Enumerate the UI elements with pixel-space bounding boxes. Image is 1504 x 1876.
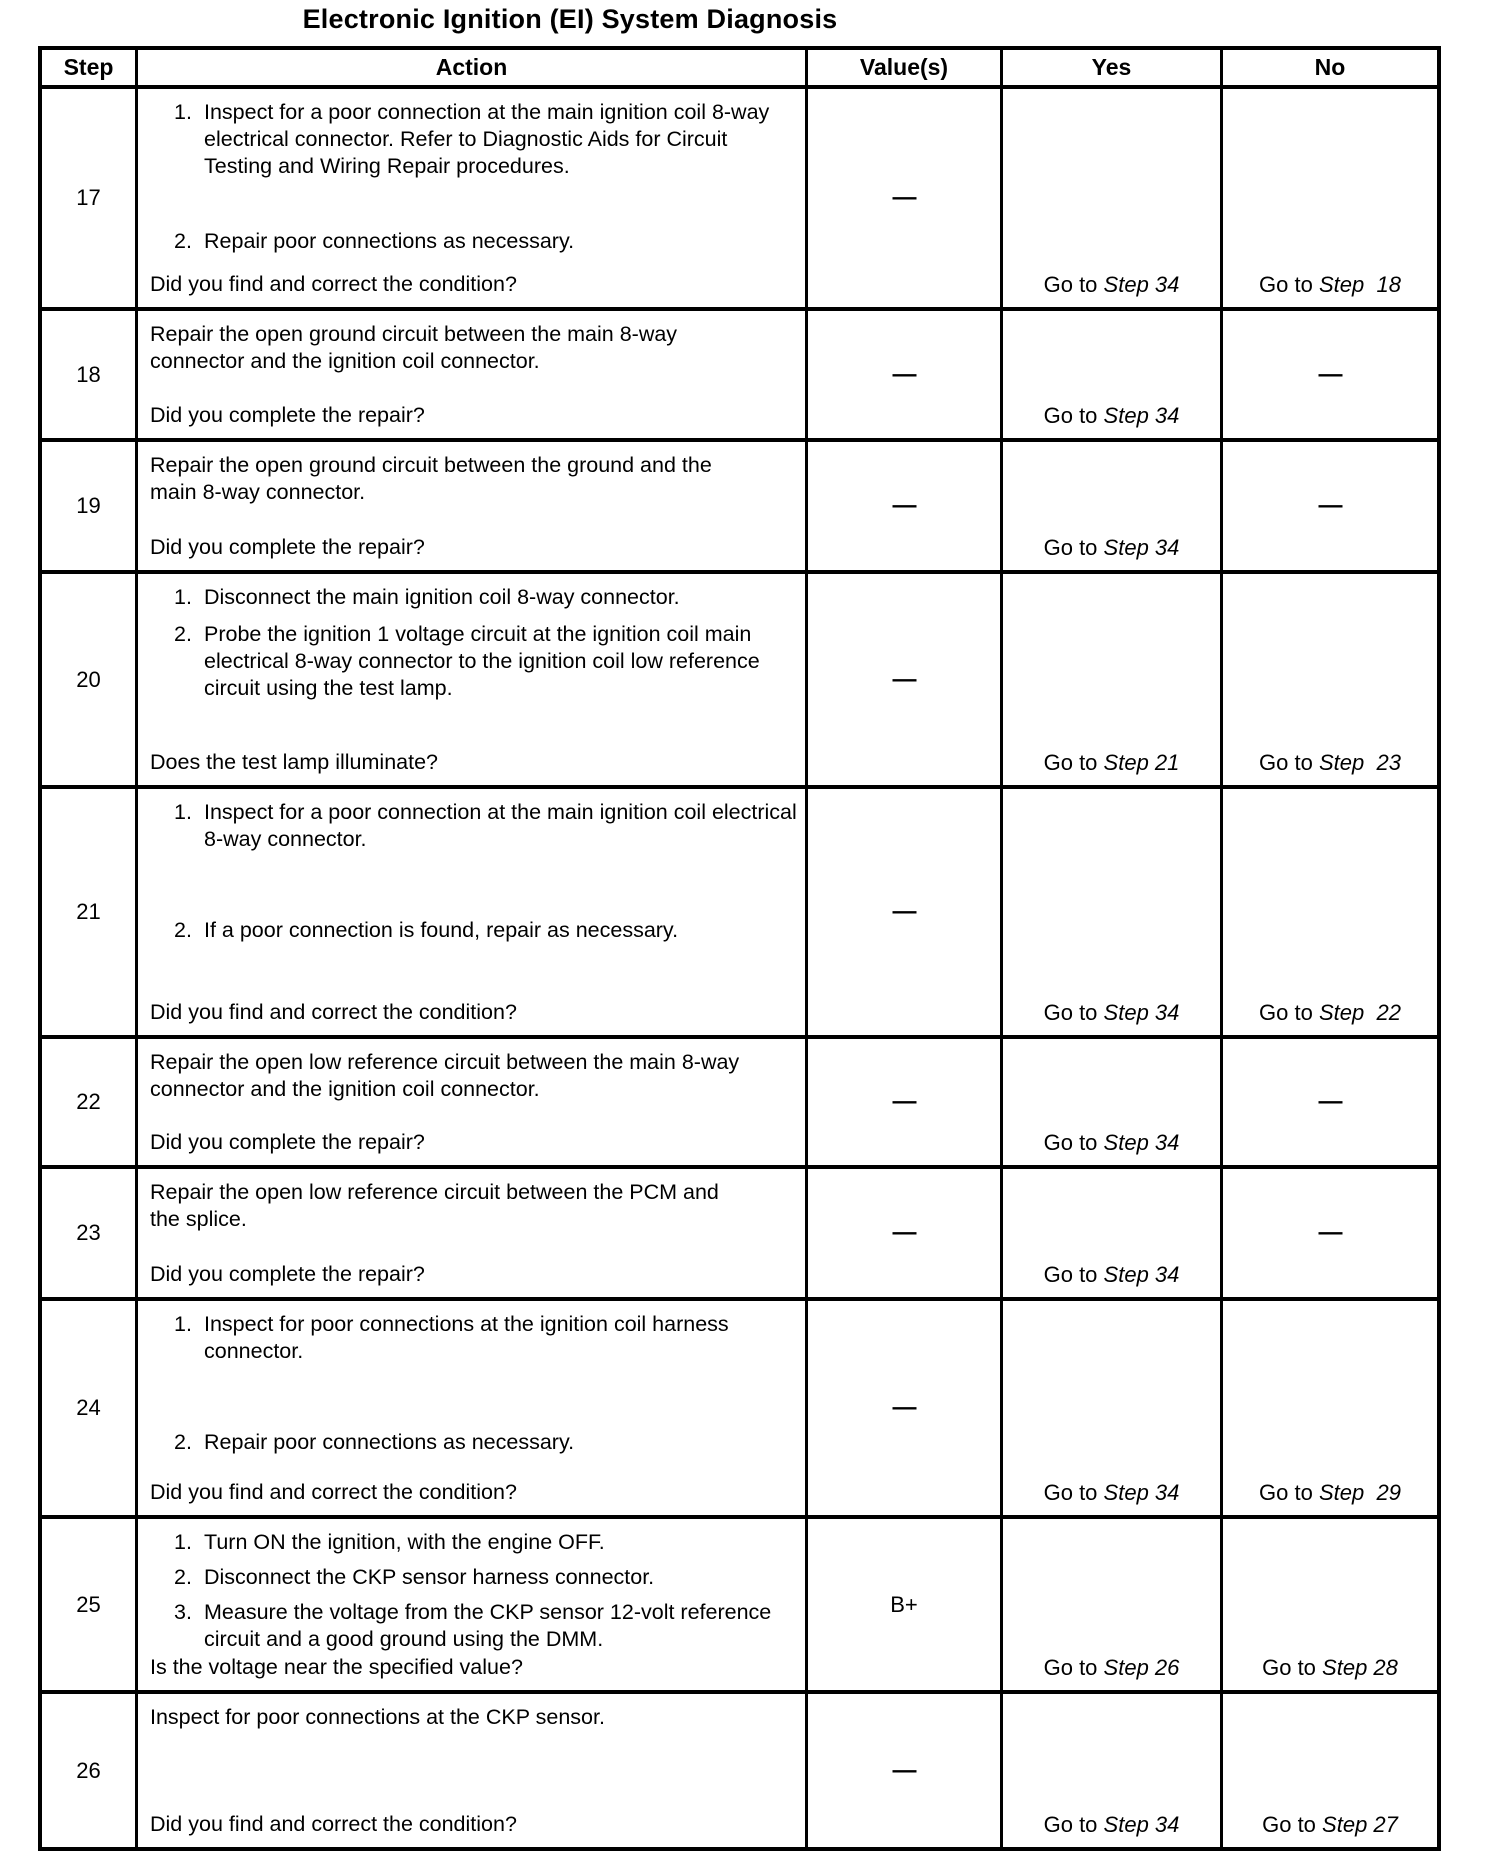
- action-item: 3. Measure the voltage from the CKP sensor 12-volt reference circuit and a good ground using the DMM.: [174, 1600, 772, 1651]
- value-cell: [808, 1039, 1003, 1165]
- table-row-24: [42, 1301, 1437, 1519]
- step-ref: Step 27: [1322, 1812, 1398, 1837]
- table-row-17: [42, 89, 1437, 311]
- action-cell: [138, 1301, 808, 1515]
- no-cell: [1223, 1039, 1437, 1165]
- value-dash: —: [892, 1088, 916, 1115]
- value-cell: [808, 1694, 1003, 1847]
- action-cell: [138, 1039, 808, 1165]
- goto-text: Go to Step 34: [1043, 1262, 1180, 1287]
- action-cell: [138, 574, 808, 785]
- no-dash: —: [1318, 1088, 1342, 1115]
- action-items: [174, 1529, 797, 1653]
- step-number: 19: [76, 493, 101, 518]
- action-text: Repair the open ground circuit between the ground and the main 8-way connector.: [150, 453, 712, 504]
- question-text: Did you complete the repair?: [150, 403, 425, 427]
- yes-cell: [1003, 1039, 1223, 1165]
- value-cell: [808, 89, 1003, 307]
- question-text: Is the voltage near the specified value?: [150, 1655, 523, 1679]
- table-row-21: [42, 789, 1437, 1039]
- step-ref: Step 18: [1318, 272, 1401, 297]
- goto-text: Go to Step 34: [1043, 1480, 1180, 1505]
- action-text: Repair the open low reference circuit between the PCM and the splice.: [150, 1180, 719, 1231]
- header-cell-step: Step: [42, 50, 138, 85]
- yes-cell: [1003, 1694, 1223, 1847]
- value-cell: [808, 311, 1003, 438]
- no-dash: —: [1318, 360, 1342, 388]
- step-cell: [42, 1039, 138, 1165]
- yes-cell: [1003, 89, 1223, 307]
- step-number: 17: [76, 185, 101, 210]
- action-items: [174, 1311, 797, 1456]
- table-row-26: [42, 1694, 1437, 1847]
- step-ref: Step 23: [1318, 750, 1401, 775]
- yes-cell: [1003, 1169, 1223, 1297]
- value-cell: [808, 574, 1003, 785]
- action-item: 2. If a poor connection is found, repair as necessary.: [174, 918, 679, 942]
- step-cell: [42, 574, 138, 785]
- step-ref: Step 34: [1103, 1812, 1180, 1837]
- diagnosis-table: [38, 46, 1441, 1851]
- yes-cell: [1003, 1519, 1223, 1690]
- question-text: Did you find and correct the condition?: [150, 1480, 517, 1504]
- goto-text: Go to Step 34: [1043, 1812, 1180, 1837]
- step-cell: [42, 1301, 138, 1515]
- step-ref: Step 22: [1318, 1000, 1401, 1025]
- action-item: 2. Repair poor connections as necessary.: [174, 1430, 575, 1454]
- action-text: Repair the open low reference circuit between the main 8-way connector and the ignition coil connector.: [150, 1050, 740, 1101]
- value-dash: —: [892, 360, 916, 388]
- header-cell-no: No: [1314, 54, 1346, 80]
- question-text: Did you find and correct the condition?: [150, 1812, 517, 1836]
- step-ref: Step 26: [1103, 1655, 1180, 1680]
- value-cell: [808, 442, 1003, 570]
- header-cell-action: Action: [138, 50, 808, 85]
- goto-text: Go to Step 26: [1043, 1655, 1180, 1680]
- question-text: Did you complete the repair?: [150, 1130, 425, 1154]
- step-ref: Step 28: [1322, 1655, 1398, 1680]
- no-cell: [1223, 1519, 1437, 1690]
- goto-text: Go to Step 34: [1043, 272, 1180, 297]
- step-ref: Step 34: [1103, 1130, 1180, 1155]
- value-dash: —: [892, 184, 916, 211]
- value-cell: [808, 1519, 1003, 1690]
- yes-cell: [1003, 1301, 1223, 1515]
- value-dash: —: [892, 1394, 916, 1421]
- header-cell-yes: Yes: [1003, 50, 1223, 85]
- header-row: [42, 50, 1437, 89]
- goto-text: Go to Step 34: [1043, 403, 1180, 428]
- goto-text: Go to Step 28: [1262, 1655, 1398, 1680]
- step-ref: Step 34: [1103, 272, 1180, 297]
- step-cell: [42, 89, 138, 307]
- no-cell: [1223, 1694, 1437, 1847]
- table-row-23: [42, 1169, 1437, 1301]
- question-text: Did you find and correct the condition?: [150, 1000, 517, 1024]
- goto-text: Go to Step 23: [1259, 750, 1401, 775]
- no-dash: —: [1318, 492, 1342, 519]
- question-text: Does the test lamp illuminate?: [150, 750, 439, 774]
- no-dash: —: [1318, 1219, 1342, 1246]
- no-cell: [1223, 789, 1437, 1035]
- no-cell: [1223, 1169, 1437, 1297]
- action-item: 1. Disconnect the main ignition coil 8-way connector.: [174, 585, 680, 609]
- action-cell: [138, 1694, 808, 1847]
- goto-text: Go to Step 21: [1043, 750, 1180, 775]
- action-item: 2. Disconnect the CKP sensor harness connector.: [174, 1565, 655, 1589]
- question-text: Did you complete the repair?: [150, 1262, 425, 1286]
- step-number: 23: [76, 1220, 101, 1245]
- table-row-18: [42, 311, 1437, 442]
- action-item: 2. Probe the ignition 1 voltage circuit at the ignition coil main electrical 8-way connector to the ignition coil low reference circuit using the test lamp.: [174, 622, 760, 700]
- step-ref: Step 34: [1103, 1000, 1180, 1025]
- value-cell: [808, 1169, 1003, 1297]
- step-number: 18: [76, 361, 101, 387]
- action-cell: [138, 1169, 808, 1297]
- step-number: 25: [76, 1591, 101, 1617]
- step-ref: Step 34: [1103, 403, 1180, 428]
- goto-text: Go to Step 34: [1043, 1130, 1180, 1155]
- step-cell: [42, 442, 138, 570]
- value-dash: —: [892, 1219, 916, 1246]
- step-ref: Step 34: [1103, 1262, 1180, 1287]
- step-number: 26: [76, 1757, 101, 1783]
- step-cell: [42, 311, 138, 438]
- step-ref: Step 34: [1103, 535, 1180, 560]
- yes-cell: [1003, 442, 1223, 570]
- value-dash: —: [892, 665, 916, 693]
- step-ref: Step 21: [1103, 750, 1180, 775]
- step-number: 20: [76, 666, 101, 692]
- action-cell: [138, 1519, 808, 1690]
- question-text: Did you complete the repair?: [150, 535, 425, 559]
- action-cell: [138, 442, 808, 570]
- goto-text: Go to Step 34: [1043, 1000, 1180, 1025]
- yes-cell: [1003, 574, 1223, 785]
- value-dash: —: [892, 898, 916, 925]
- yes-cell: [1003, 311, 1223, 438]
- yes-cell: [1003, 789, 1223, 1035]
- goto-text: Go to Step 22: [1259, 1000, 1401, 1025]
- table-row-20: [42, 574, 1437, 789]
- goto-text: Go to Step 34: [1043, 535, 1180, 560]
- no-cell: [1223, 442, 1437, 570]
- goto-text: Go to Step 27: [1262, 1812, 1398, 1837]
- step-ref: Step 29: [1318, 1480, 1401, 1505]
- action-items: [174, 99, 797, 255]
- value-cell: [808, 789, 1003, 1035]
- step-cell: [42, 789, 138, 1035]
- value-dash: —: [892, 1756, 916, 1784]
- no-cell: [1223, 574, 1437, 785]
- value-text: B+: [890, 1591, 918, 1617]
- no-cell: [1223, 89, 1437, 307]
- table-row-22: [42, 1039, 1437, 1169]
- step-ref: Step 34: [1103, 1480, 1180, 1505]
- table-row-25: [42, 1519, 1437, 1694]
- action-items: [174, 584, 797, 702]
- step-number: 21: [76, 899, 101, 924]
- step-cell: [42, 1169, 138, 1297]
- action-text: Inspect for poor connections at the CKP sensor.: [150, 1705, 605, 1729]
- page-title: Electronic Ignition (EI) System Diagnosis: [302, 4, 838, 34]
- action-item: 1. Turn ON the ignition, with the engine OFF.: [174, 1530, 605, 1554]
- no-cell: [1223, 311, 1437, 438]
- action-cell: [138, 789, 808, 1035]
- action-text: Repair the open ground circuit between the main 8-way connector and the ignition coil connector.: [150, 322, 678, 373]
- goto-text: Go to Step 18: [1259, 272, 1401, 297]
- step-number: 24: [76, 1395, 101, 1420]
- question-text: Did you find and correct the condition?: [150, 272, 517, 296]
- action-items: [174, 799, 797, 944]
- value-cell: [808, 1301, 1003, 1515]
- step-number: 22: [76, 1089, 101, 1114]
- action-item: 1. Inspect for a poor connection at the main ignition coil 8-way electrical connector. Refer to Diagnostic Aids for Circuit Testing and Wiring Repair procedures.: [174, 100, 770, 178]
- action-cell: [138, 311, 808, 438]
- action-item: 1. Inspect for poor connections at the ignition coil harness connector.: [174, 1312, 729, 1363]
- table-row-19: [42, 442, 1437, 574]
- action-item: 1. Inspect for a poor connection at the main ignition coil electrical 8-way connector.: [174, 800, 797, 851]
- value-dash: —: [892, 492, 916, 519]
- header-cell-values: Value(s): [808, 50, 1003, 85]
- action-item: 2. Repair poor connections as necessary.: [174, 229, 575, 253]
- no-cell: [1223, 1301, 1437, 1515]
- action-cell: [138, 89, 808, 307]
- step-cell: [42, 1519, 138, 1690]
- goto-text: Go to Step 29: [1259, 1480, 1401, 1505]
- step-cell: [42, 1694, 138, 1847]
